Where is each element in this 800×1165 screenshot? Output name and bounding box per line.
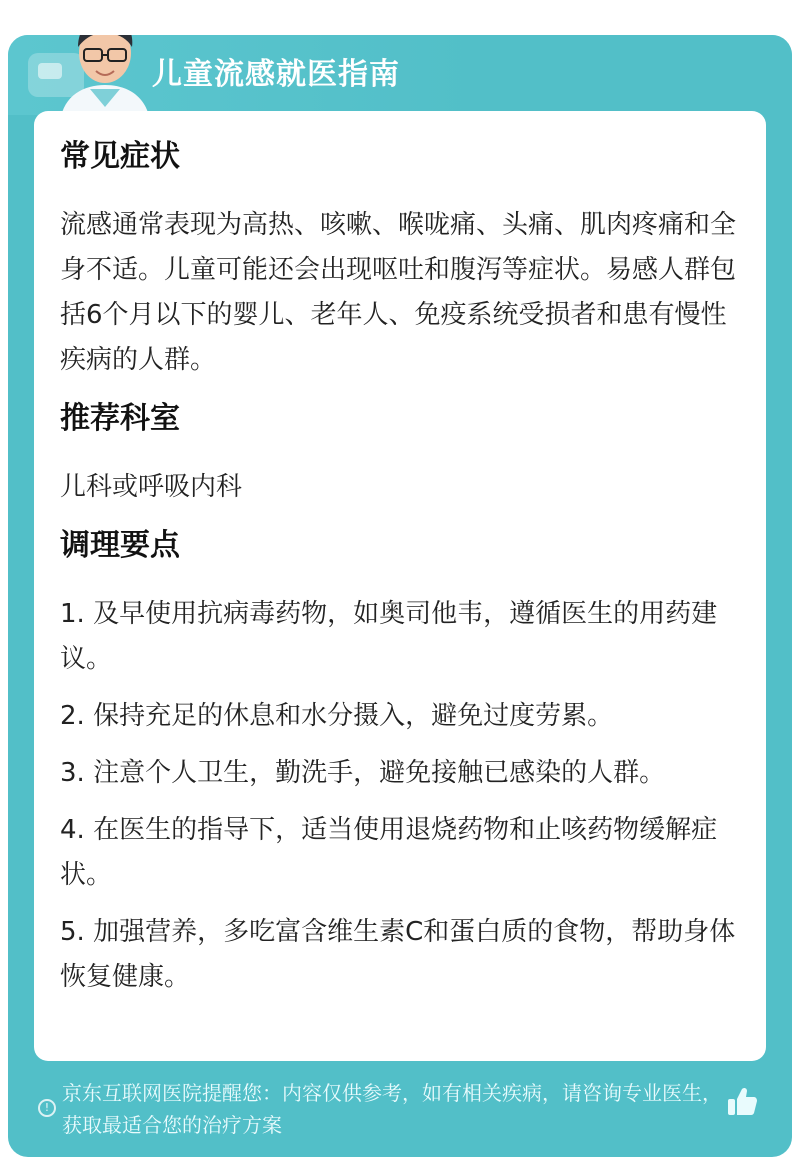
care-item: 3. 注意个人卫生，勤洗手，避免接触已感染的人群。 xyxy=(60,758,666,788)
symptoms-text: 流感通常表现为高热、咳嗽、喉咙痛、头痛、肌肉疼痛和全身不适。儿童可能还会出现呕吐和腹泻等症状。易感人群包括6个月以下的婴儿、老年人、免疫系统受损者和患有慢性疾病的人群。 xyxy=(60,210,737,375)
care-item: 5. 加强营养，多吃富含维生素C和蛋白质的食物，帮助身体恢复健康。 xyxy=(60,917,736,992)
footer xyxy=(8,1075,792,1155)
department-text: 儿科或呼吸内科 xyxy=(60,472,243,502)
thumbs-up-icon[interactable] xyxy=(724,1083,760,1119)
footer-notice: 京东互联网医院提醒您：内容仅供参考，如有相关疾病，请咨询专业医生，获取最适合您的治疗方案 xyxy=(62,1081,722,1137)
care-item: 2. 保持充足的休息和水分摄入，避免过度劳累。 xyxy=(60,701,614,731)
guide-frame xyxy=(8,35,792,1157)
content-card xyxy=(34,111,766,1061)
page-title: 儿童流感就医指南 xyxy=(152,57,400,92)
department-title: 推荐科室 xyxy=(60,401,180,436)
info-icon: ! xyxy=(38,1099,56,1117)
care-title: 调理要点 xyxy=(60,528,180,563)
care-item: 4. 在医生的指导下，适当使用退烧药物和止咳药物缓解症状。 xyxy=(60,815,718,890)
symptoms-title: 常见症状 xyxy=(60,139,180,174)
doctor-avatar-icon xyxy=(50,35,160,121)
care-item: 1. 及早使用抗病毒药物，如奥司他韦，遵循医生的用药建议。 xyxy=(60,599,718,674)
